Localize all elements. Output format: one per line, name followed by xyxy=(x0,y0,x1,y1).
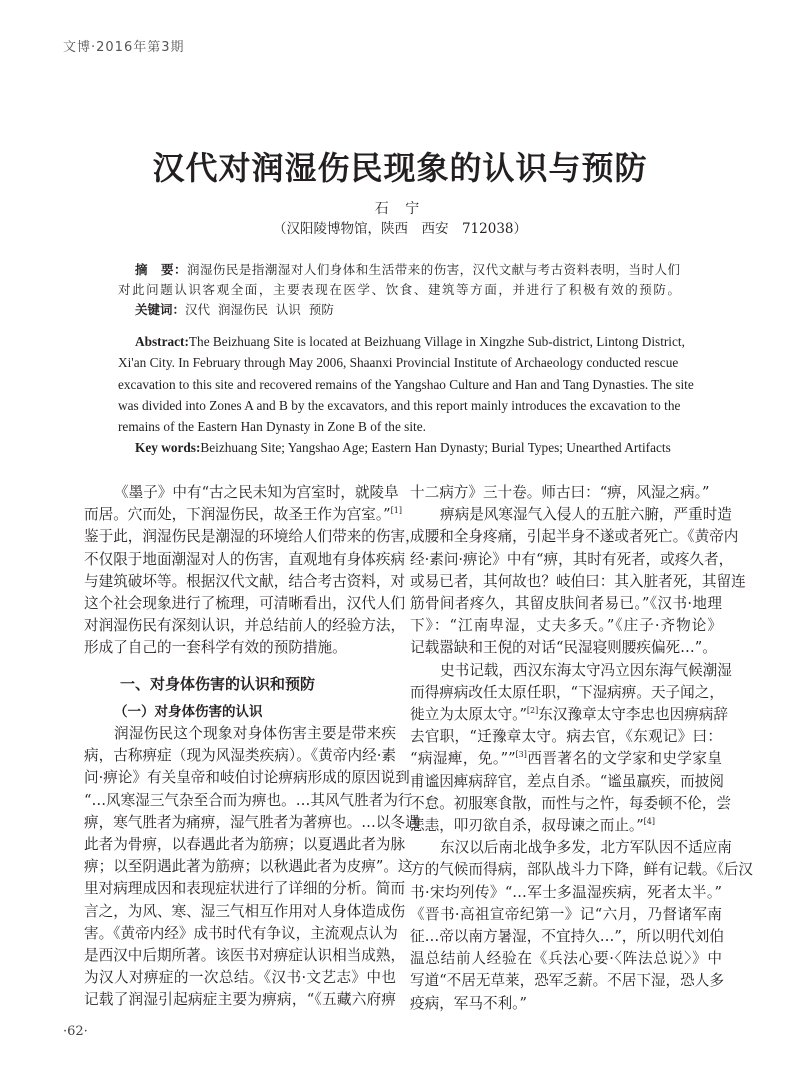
text-line xyxy=(410,882,722,904)
line-text: 疫病，军马不利。” xyxy=(410,994,527,1012)
line-text: 徙立为太原太守。” xyxy=(410,706,527,724)
paragraph xyxy=(410,504,746,659)
text-line xyxy=(410,926,722,948)
citation-reference: [2] xyxy=(526,706,539,716)
line-text: 十二病方》三十卷。师古曰：“痹，风湿之病。” xyxy=(410,484,710,501)
paragraph xyxy=(84,482,420,660)
text-line xyxy=(84,878,406,900)
line-text: 筋骨间者疼久，其留皮肤间者易已。”《汉书·地理 xyxy=(410,595,722,613)
line-text: 方的气候而得病，部队战斗力下降，鲜有记载。《后汉 xyxy=(410,861,753,879)
line-text: 鉴于此，润湿伤民是潮湿的环境给人们带来的伤害， xyxy=(84,528,420,546)
article-author: 石 宁 xyxy=(374,201,426,217)
text-line xyxy=(84,967,396,989)
text-line xyxy=(410,660,732,682)
body-column-left xyxy=(84,482,420,1012)
paragraph xyxy=(410,837,753,1015)
line-text: 写道“不居无草莱，恐军乏薪。不居下湿，恐人多 xyxy=(410,972,724,990)
abstract-label: 摘 要： xyxy=(135,262,187,277)
text-line xyxy=(84,526,420,548)
text-line xyxy=(410,704,728,726)
line-text: 东汉豫章太守李忠也因痹病辞 xyxy=(538,706,728,724)
line-text: 西晋著名的文学家和史学家皇 xyxy=(526,750,722,768)
line-text: 成腰和全身疼痛，引起半身不遂或者死亡。《黄帝内 xyxy=(410,528,739,546)
journal-header: 文博·2016年第3期 xyxy=(63,40,185,55)
text-line xyxy=(84,745,396,767)
text-line xyxy=(84,945,406,967)
line-text: 记载了润湿引起病症主要为痹病，“《五藏六府痹 xyxy=(84,991,396,1009)
abstract-line: excavation to this site and recovered remains of the Yangshao Culture and Han and Tang Dynasties. The site xyxy=(118,376,694,392)
citation-reference: [1] xyxy=(390,506,402,516)
text-line xyxy=(410,748,722,770)
text-line xyxy=(84,767,410,789)
line-text: 痹病是风寒湿气入侵人的五脏六腑，严重时造 xyxy=(440,506,732,524)
keywords-label: 关键词： xyxy=(135,302,186,317)
paragraph xyxy=(84,723,420,1012)
keywords-label: Key words: xyxy=(135,440,201,456)
text-line xyxy=(410,682,722,704)
text-line xyxy=(410,993,722,1015)
line-text: 东汉以后南北战争多发，北方军队因不适应南 xyxy=(440,839,732,857)
line-text: 温总结前人经验在《兵法心要·〈阵法总说〉》中 xyxy=(410,950,722,968)
abstract-line: remains of the Eastern Han Dynasty in Zone B of the site. xyxy=(118,419,426,435)
text-line xyxy=(84,901,406,923)
line-text: 而居。穴而处，下润湿伤民，故圣王作为宫室。” xyxy=(84,506,391,524)
line-text: 不仅限于地面潮湿对人的伤害，直观地有身体疾病 xyxy=(84,550,406,568)
line-text: 害。《黄帝内经》成书时代有争议，主流观点认为 xyxy=(84,924,398,942)
text-line xyxy=(410,526,739,548)
abstract-label: Abstract: xyxy=(135,334,189,349)
line-text: 史书记载，西汉东海太守冯立因东海气候潮湿 xyxy=(440,661,732,679)
abstract-line: was divided into Zones A and B by the excavators, and this report mainly introduces the excavation to the xyxy=(118,397,681,413)
text-line xyxy=(410,970,722,992)
text-line xyxy=(410,815,722,837)
keywords-line xyxy=(118,300,680,320)
section-heading: 一、对身体伤害的认识和预防 xyxy=(120,674,316,693)
chinese-abstract xyxy=(118,260,680,320)
text-line xyxy=(84,637,396,659)
line-text: 征…帝以南方暑湿，不宜持久…”，所以明代刘伯 xyxy=(410,928,724,946)
text-line xyxy=(84,482,399,504)
keywords-text: 汉代 润湿伤民 认识 预防 xyxy=(185,302,334,317)
paragraph xyxy=(410,482,722,504)
abstract-line: Xi'an City. In February through May 2006, Shaanxi Provincial Institute of Archaeology conducted rescue xyxy=(118,355,679,371)
text-line xyxy=(410,637,722,659)
text-line xyxy=(410,504,732,526)
text-line xyxy=(84,812,420,834)
keywords-line xyxy=(118,437,671,458)
body-column-right xyxy=(410,482,753,1015)
line-text: 去官职，“迁豫章太守。病去官，《东观记》曰： xyxy=(410,728,722,746)
text-line xyxy=(84,549,406,571)
citation-reference: [3] xyxy=(515,750,527,760)
line-text: 对润湿伤民有深刻认识，并总结前人的经验方法， xyxy=(84,617,406,635)
line-text: “病湿痺，免。”” xyxy=(410,750,516,768)
text-line xyxy=(84,989,396,1011)
line-text: 这个社会现象进行了梳理，可清晰看出，汉代人们 xyxy=(84,595,406,613)
line-text: 悲恚，叩刃欲自杀，叔母谏之而止。” xyxy=(410,817,644,835)
line-text: 与建筑破坏等。根据汉代文献，结合考古资料，对 xyxy=(84,572,406,590)
line-text: 记载嚣缺和王倪的对话“民湿寝则腰疾偏死…”。 xyxy=(410,639,717,657)
text-line xyxy=(410,549,734,571)
citation-reference: [4] xyxy=(643,817,656,827)
line-text: “…风寒湿三气杂至合而为痹也。…其风气胜者为行 xyxy=(84,791,413,809)
text-line xyxy=(84,923,396,945)
text-line xyxy=(410,904,722,926)
text-line xyxy=(84,504,402,526)
line-text: 润湿伤民这个现象对身体伤害主要是带来疾 xyxy=(114,725,396,743)
page-number: ·62· xyxy=(63,1024,88,1039)
author-affiliation: （汉阳陵博物馆，陕西 西安 712038） xyxy=(272,221,528,237)
text-line xyxy=(410,771,722,793)
text-line xyxy=(410,593,722,615)
keywords-text: Beizhuang Site; Yangshao Age; Eastern Han Dynasty; Burial Types; Unearthed Artifacts xyxy=(200,440,671,456)
article-title: 汉代对润湿伤民现象的认识与预防 xyxy=(152,149,648,187)
text-line xyxy=(84,571,406,593)
line-text: 病，古称痹症（现为风湿类疾病）。《黄帝内经·素 xyxy=(84,747,396,765)
text-line xyxy=(84,615,406,637)
abstract-text: The Beizhuang Site is located at Beizhuang Village in Xingzhe Sub-district, Lintong District, xyxy=(188,334,685,349)
line-text: 问·痹论》有关皇帝和岐伯讨论痹病形成的原因说到 xyxy=(84,769,410,787)
paragraph xyxy=(410,660,732,838)
line-text: 甫谧因痺病辞官，差点自杀。“谧虽羸疾，而披阅 xyxy=(410,772,724,790)
line-text: 或易已者，其何故也？岐伯曰：其入脏者死，其留连 xyxy=(410,572,746,590)
line-text: 言之，为风、寒、湿三气相互作用对人身体造成伤 xyxy=(84,902,406,920)
text-line xyxy=(84,593,406,615)
text-line xyxy=(84,834,406,856)
text-line xyxy=(410,793,732,815)
text-line xyxy=(410,615,722,637)
text-line xyxy=(84,790,413,812)
text-line xyxy=(410,571,746,593)
line-text: 痹；以至阴遇此著为筋痹；以秋遇此者为皮痹”。这 xyxy=(84,858,413,876)
abstract-text: 润湿伤民是指潮湿对人们身体和生活带来的伤害，汉代文献与考古资料表明，当时人们 xyxy=(186,262,680,277)
text-line xyxy=(410,726,722,748)
text-line xyxy=(410,837,732,859)
text-line xyxy=(84,856,413,878)
line-text: 而得痹病改任太原任职，“下湿病痹。天子闻之， xyxy=(410,683,724,701)
line-text: 此者为骨痹，以春遇此者为筋痹；以夏遇此者为脉 xyxy=(84,836,406,854)
line-text: 书·宋均列传》“…军士多温湿疾病，死者太半。” xyxy=(410,883,722,901)
line-text: 下》：“江南卑湿，丈夫多夭。”《庄子·齐物论》 xyxy=(410,617,722,635)
abstract-line xyxy=(118,260,680,280)
line-text: 里对病理成因和表现症状进行了详细的分析。简而 xyxy=(84,880,406,898)
abstract-line: 对此问题认识客观全面，主要表现在医学、饮食、建筑等方面，并进行了积极有效的预防。 xyxy=(118,282,680,297)
text-line xyxy=(84,723,396,745)
text-line xyxy=(410,859,753,881)
line-text: 是西汉中后期所著。该医书对痹症认识相当成熟， xyxy=(84,947,406,965)
line-text: 为汉人对痹症的一次总结。《汉书·文艺志》中也 xyxy=(84,969,396,987)
text-line xyxy=(410,482,722,504)
english-abstract xyxy=(118,331,694,459)
line-text: 《墨子》中有“古之民未知为宫室时，就陵阜 xyxy=(114,484,399,501)
abstract-line xyxy=(118,331,685,352)
line-text: 《晋书·高祖宣帝纪第一》记“六月，乃督诸军南 xyxy=(410,905,722,923)
line-text: 痹，寒气胜者为痛痹，湿气胜者为著痹也。…以冬遇 xyxy=(84,813,420,831)
line-text: 不怠。初服寒食散，而性与之忤，每委顿不伦，尝 xyxy=(410,794,732,812)
text-line xyxy=(410,948,722,970)
line-text: 形成了自己的一套科学有效的预防措施。 xyxy=(84,639,347,657)
subsection-heading: （一）对身体伤害的认识 xyxy=(114,703,263,720)
line-text: 经·素问·痹论》中有“痹，其时有死者，或疼久者， xyxy=(410,550,734,568)
